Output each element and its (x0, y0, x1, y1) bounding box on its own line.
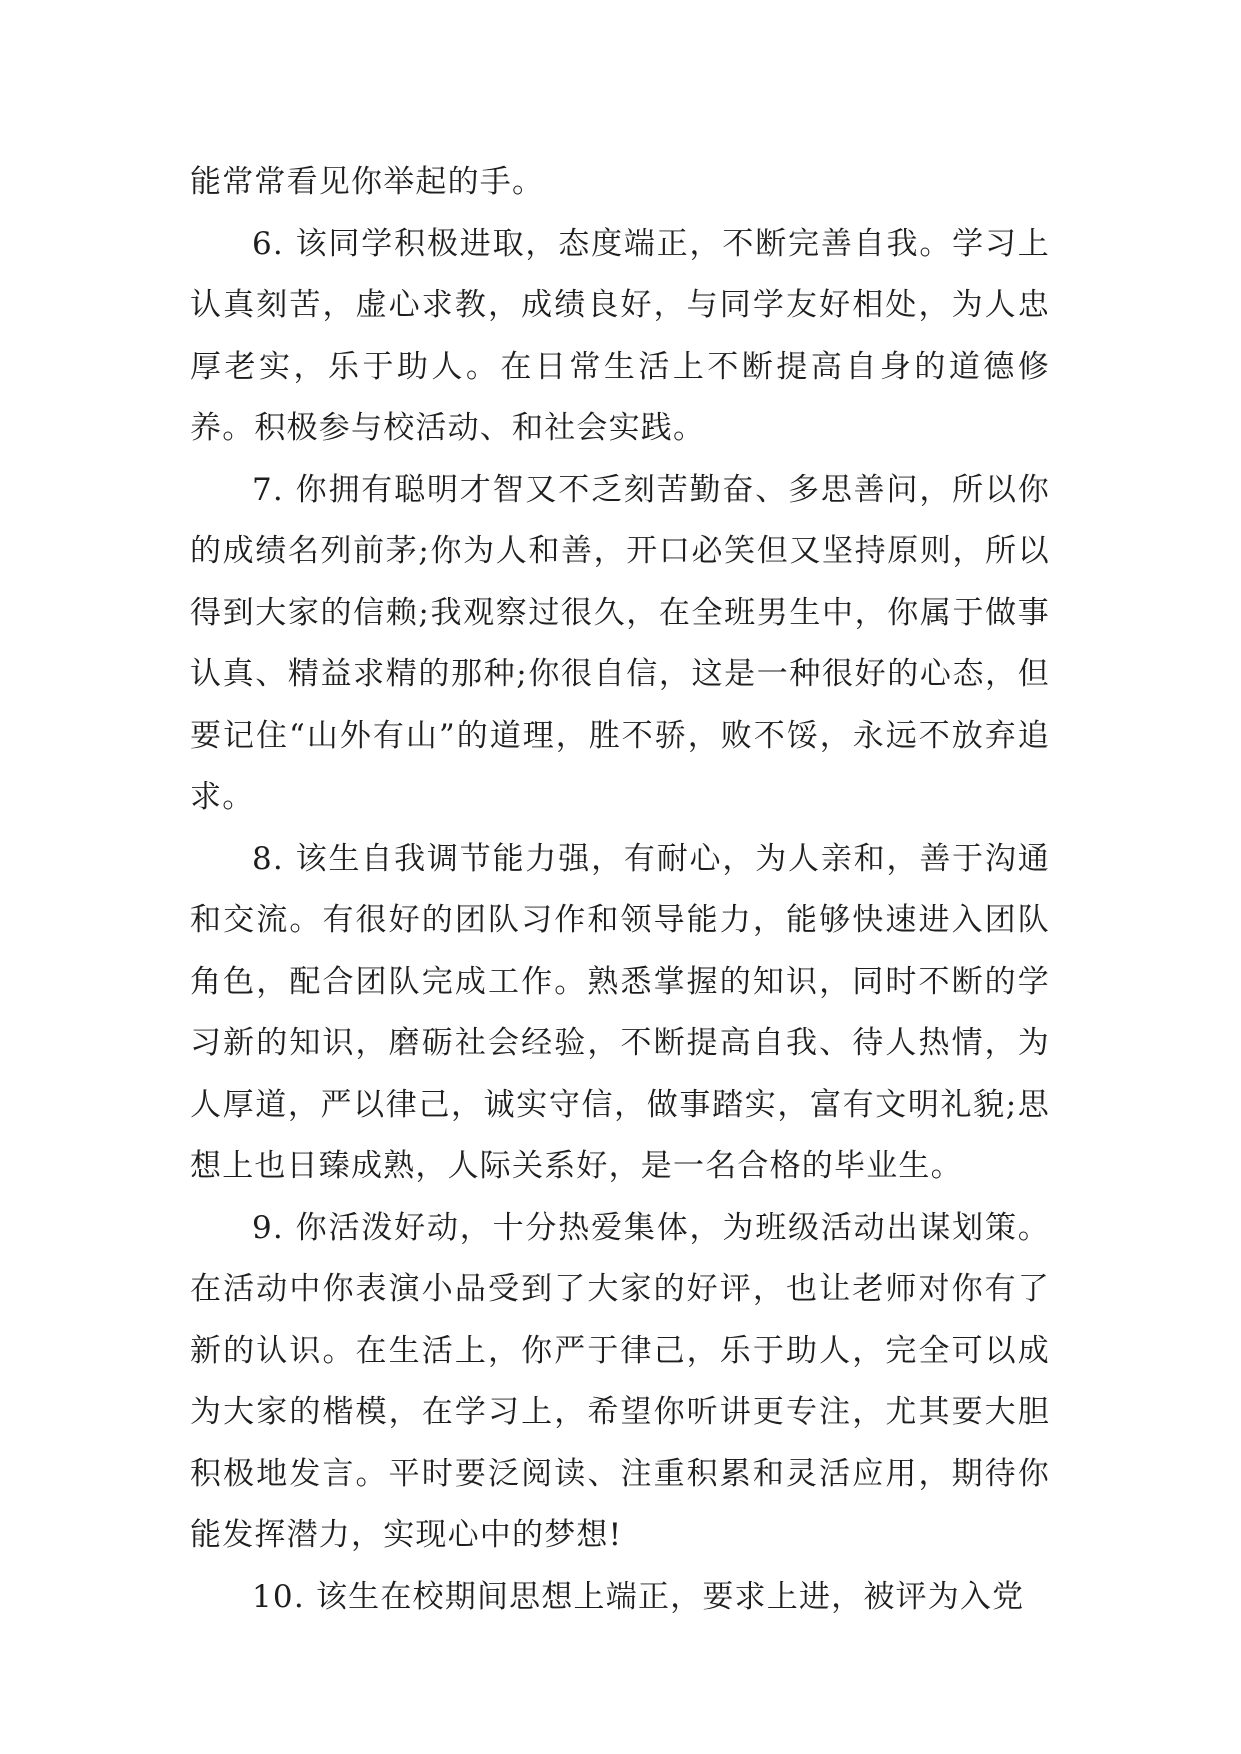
paragraph: 6. 该同学积极进取，态度端正，不断完善自我。学习上认真刻苦，虚心求教，成绩良好，与同学友好相处，为人忠厚老实，乐于助人。在日常生活上不断提高自身的道德修养。积极参与校活动、和社会实践。 (190, 225, 1050, 446)
paragraph: 8. 该生自我调节能力强，有耐心，为人亲和，善于沟通和交流。有很好的团队习作和领导能力，能够快速进入团队角色，配合团队完成工作。熟悉掌握的知识，同时不断的学习新的知识，磨砺社会经验，不断提高自我、待人热情，为人厚道，严以律己，诚实守信，做事踏实，富有文明礼貌;思想上也日臻成熟，人际关系好，是一名合格的毕业生。 (190, 840, 1050, 1184)
paragraph: 能常常看见你举起的手。 (190, 164, 545, 200)
paragraph: 9. 你活泼好动，十分热爱集体，为班级活动出谋划策。在活动中你表演小品受到了大家的好评，也让老师对你有了新的认识。在生活上，你严于律己，乐于助人，完全可以成为大家的楷模，在学习上，希望你听讲更专注，尤其要大胆积极地发言。平时要泛阅读、注重积累和灵活应用，期待你能发挥潜力，实现心中的梦想! (190, 1209, 1050, 1553)
document-body (190, 152, 1050, 1628)
paragraph: 10. 该生在校期间思想上端正，要求上进，被评为入党 (252, 1578, 1025, 1615)
paragraph: 7. 你拥有聪明才智又不乏刻苦勤奋、多思善问，所以你的成绩名列前茅;你为人和善，开口必笑但又坚持原则，所以得到大家的信赖;我观察过很久，在全班男生中，你属于做事认真、精益求精的那种;你很自信，这是一种很好的心态，但要记住“山外有山”的道理，胜不骄，败不馁，永远不放弃追求。 (190, 471, 1050, 815)
